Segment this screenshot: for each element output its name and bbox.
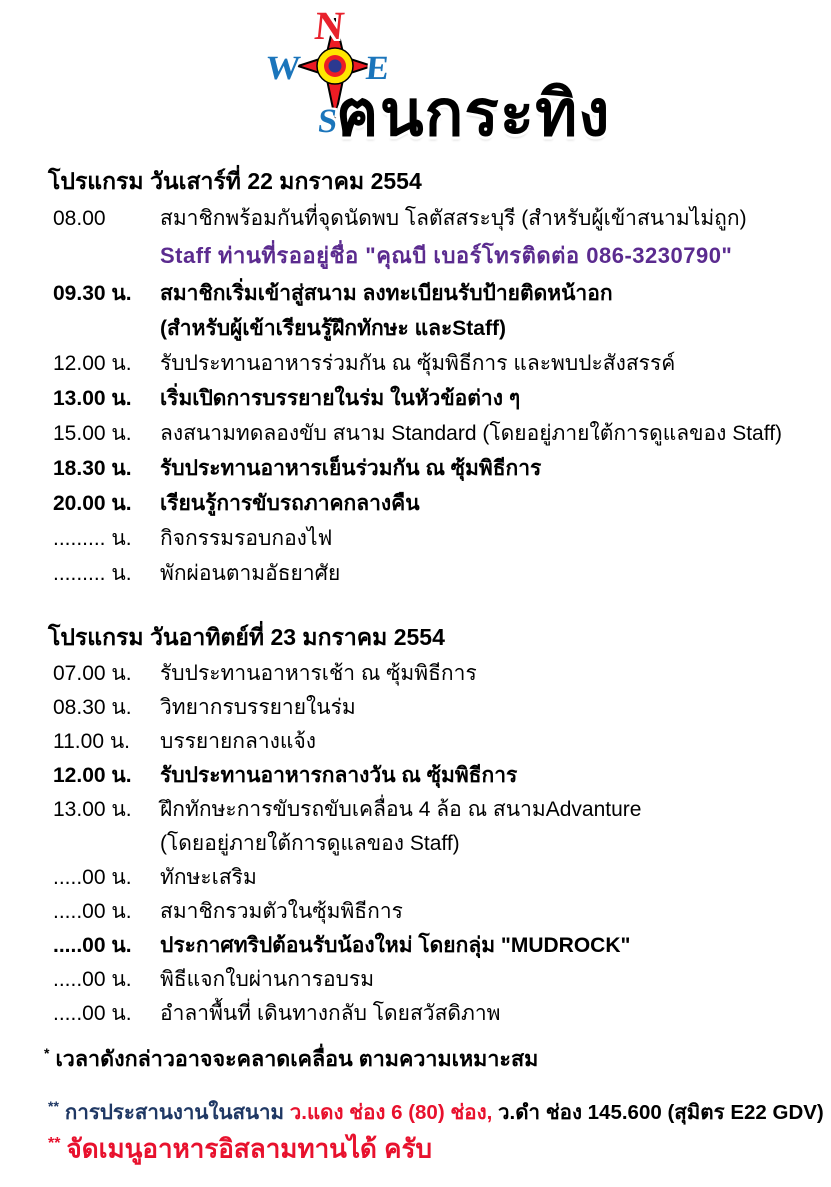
schedule-desc: ลงสนามทดลองขับ สนาม Standard (โดยอยู่ภายใต้การดูแลของ Staff) [160,422,783,445]
schedule-row-continuation [0,827,831,861]
compass-south-label: S [316,103,339,140]
schedule-content [0,163,831,1071]
schedule-time: 09.30 น. [53,282,132,305]
schedule-time: .....00 น. [53,934,132,957]
halal-note-text: จัดเมนูอาหารอิสลามทานได้ ครับ [66,1133,433,1164]
schedule-row [0,793,831,827]
program2-header: โปรแกรม วันอาทิตย์ที่ 23 มกราคม 2554 [48,624,445,650]
schedule-desc: รับประทานอาหารร่วมกัน ณ ซุ้มพิธีการ และพบปะสังสรรค์ [160,352,676,375]
schedule-row-continuation [0,311,831,346]
note-text: เวลาดังกล่าวอาจจะคลาดเคลื่อน ตามความเหมาะสม [55,1047,539,1072]
schedule-row [0,451,831,486]
schedule-time: 15.00 น. [53,422,132,445]
schedule-desc: รับประทานอาหารเช้า ณ ซุ้มพิธีการ [160,662,477,685]
schedule-time: 07.00 น. [53,662,132,685]
schedule-row [0,201,831,236]
schedule-row [0,997,831,1031]
schedule-desc: วิทยากรบรรยายในร่ม [160,696,356,719]
schedule-desc: รับประทานอาหารกลางวัน ณ ซุ้มพิธีการ [160,764,518,787]
club-logo [258,0,678,158]
schedule-row [0,929,831,963]
schedule-desc: ทักษะเสริม [160,866,257,889]
schedule-row [0,963,831,997]
halal-food-note [0,1124,831,1164]
schedule-time [53,236,160,276]
schedule-desc: รับประทานอาหารเย็นร่วมกัน ณ ซุ้มพิธีการ [160,457,542,480]
radio-black-channel: ว.ดำ ช่อง 145.600 (สุมิตร E22 GDV) [498,1100,824,1124]
schedule-desc: อำลาพื้นที่ เดินทางกลับ โดยสวัสดิภาพ [160,1002,501,1025]
compass-north-label: N [312,3,347,48]
schedule-time: 13.00 น. [53,387,132,410]
schedule-row [0,486,831,521]
schedule-time: .....00 น. [53,1002,132,1025]
schedule-desc: กิจกรรมรอบกองไฟ [160,527,333,550]
compass-east-label: E [364,50,391,87]
schedule-time: 08.00 [53,207,106,230]
schedule-row [0,556,831,591]
schedule-desc: เรียนรู้การขับรถภาคกลางคืน [160,492,420,515]
schedule-row [0,276,831,311]
radio-coordination-note [0,1088,831,1124]
schedule-time: .....00 น. [53,968,132,991]
schedule-time: ......... น. [53,527,132,550]
club-name-title: ฅนกระทิง [336,77,611,151]
section-divider [0,591,831,619]
schedule-time: 13.00 น. [53,798,132,821]
schedule-row [0,381,831,416]
schedule-desc: สมาชิกเริ่มเข้าสู่สนาม ลงทะเบียนรับป้ายติดหน้าอก [160,282,613,305]
schedule-desc: ประกาศทริปต้อนรับน้องใหม่ โดยกลุ่ม "MUDROCK" [160,934,631,957]
program1-header: โปรแกรม วันเสาร์ที่ 22 มกราคม 2554 [48,168,422,194]
staff-contact-row [0,236,831,276]
schedule-row [0,691,831,725]
schedule-desc: เริ่มเปิดการบรรยายในร่ม ในหัวข้อต่าง ๆ [160,387,521,410]
schedule-row [0,346,831,381]
schedule-desc: สมาชิกรวมตัวในซุ้มพิธีการ [160,900,403,923]
schedule-time: .....00 น. [53,866,132,889]
compass-west-label: W [264,50,302,87]
staff-contact-text: Staff ท่านที่รออยู่ชื่อ "คุณบี เบอร์โทรติดต่อ 086-3230790" [160,243,733,268]
schedule-desc: ฝึกทักษะการขับรถขับเคลื่อน 4 ล้อ ณ สนามAdvanture [160,798,642,821]
schedule-row [0,657,831,691]
schedule-time: 20.00 น. [53,492,132,515]
schedule-desc: (โดยอยู่ภายใต้การดูแลของ Staff) [160,832,460,855]
schedule-time: 12.00 น. [53,352,132,375]
schedule-time: ......... น. [53,562,132,585]
footer-asterisks: ** [48,1135,61,1152]
schedule-time: 18.30 น. [53,457,132,480]
schedule-row [0,895,831,929]
schedule-row [0,521,831,556]
note-asterisk: * [44,1045,50,1061]
schedule-time [53,311,160,346]
schedule-time: 11.00 น. [53,730,131,753]
footer-asterisks: ** [48,1098,59,1114]
time-disclaimer-note [0,1035,831,1071]
schedule-desc: พิธีแจกใบผ่านการอบรม [160,968,375,991]
schedule-row [0,861,831,895]
schedule-desc: (สำหรับผู้เข้าเรียนรู้ฝึกทักษะ และStaff) [160,317,506,340]
schedule-row [0,759,831,793]
schedule-row [0,725,831,759]
schedule-desc: สมาชิกพร้อมกันที่จุดนัดพบ โลตัสสระบุรี (สำหรับผู้เข้าสนามไม่ถูก) [160,207,747,230]
schedule-row [0,416,831,451]
schedule-time [53,827,160,861]
schedule-desc: พักผ่อนตามอัธยาศัย [160,562,341,585]
schedule-desc: บรรยายกลางแจ้ง [160,730,317,753]
radio-note-intro: การประสานงานในสนาม [64,1100,285,1124]
footer-notes [0,1088,831,1164]
schedule-time: .....00 น. [53,900,132,923]
radio-red-channel: ว.แดง ช่อง 6 (80) ช่อง, [289,1100,493,1124]
schedule-time: 12.00 น. [53,764,132,787]
schedule-time: 08.30 น. [53,696,132,719]
